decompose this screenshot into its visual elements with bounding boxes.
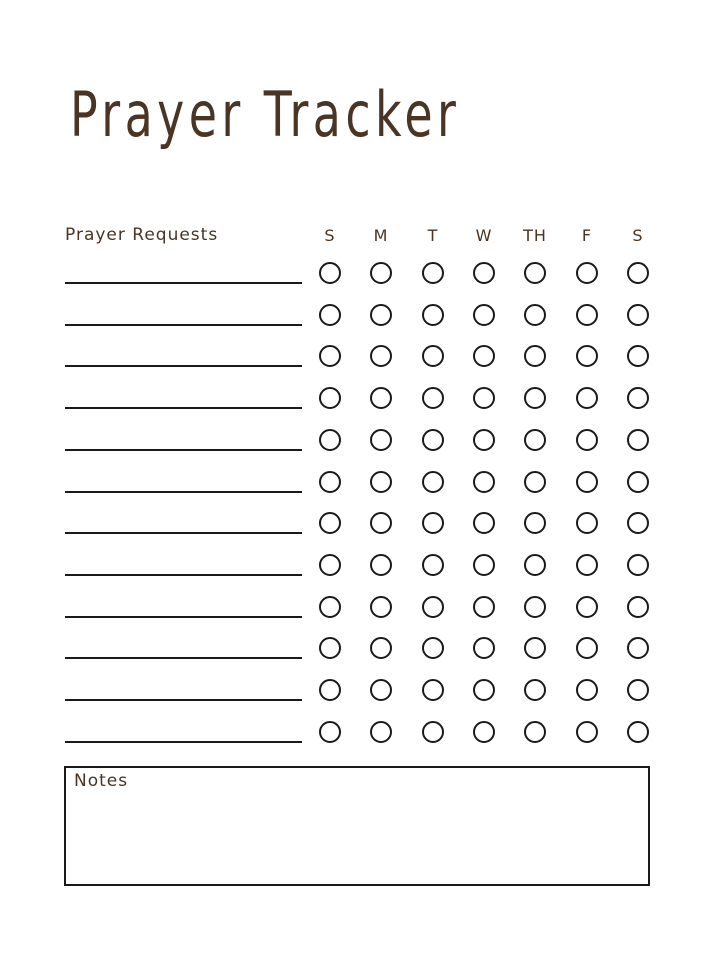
day-checkbox[interactable] xyxy=(524,345,546,367)
day-checkbox[interactable] xyxy=(422,262,444,284)
day-checkbox[interactable] xyxy=(370,679,392,701)
day-checkbox[interactable] xyxy=(422,596,444,618)
request-line[interactable] xyxy=(65,282,302,284)
day-checkbox[interactable] xyxy=(627,637,649,659)
day-checkbox[interactable] xyxy=(576,596,598,618)
request-line[interactable] xyxy=(65,574,302,576)
page-title: Prayer Tracker xyxy=(70,78,461,151)
day-checkbox[interactable] xyxy=(319,512,341,534)
request-line[interactable] xyxy=(65,491,302,493)
day-checkbox[interactable] xyxy=(524,679,546,701)
day-header-0: S xyxy=(324,226,336,245)
day-checkbox[interactable] xyxy=(627,596,649,618)
request-line[interactable] xyxy=(65,324,302,326)
notes-box[interactable] xyxy=(64,766,650,886)
day-checkbox[interactable] xyxy=(524,387,546,409)
day-checkbox[interactable] xyxy=(473,512,495,534)
day-header-1: M xyxy=(373,226,389,245)
day-checkbox[interactable] xyxy=(370,554,392,576)
day-checkbox[interactable] xyxy=(576,512,598,534)
day-checkbox[interactable] xyxy=(422,345,444,367)
day-checkbox[interactable] xyxy=(473,679,495,701)
day-header-5: F xyxy=(581,226,593,245)
day-checkbox[interactable] xyxy=(524,429,546,451)
day-checkbox[interactable] xyxy=(422,554,444,576)
day-checkbox[interactable] xyxy=(319,637,341,659)
day-header-4: TH xyxy=(523,226,547,245)
day-checkbox[interactable] xyxy=(319,721,341,743)
day-checkbox[interactable] xyxy=(524,304,546,326)
day-checkbox[interactable] xyxy=(422,679,444,701)
day-checkbox[interactable] xyxy=(319,262,341,284)
day-checkbox[interactable] xyxy=(422,721,444,743)
day-checkbox[interactable] xyxy=(319,554,341,576)
tracker-row xyxy=(0,421,720,461)
day-checkbox[interactable] xyxy=(473,637,495,659)
tracker-row xyxy=(0,671,720,711)
day-checkbox[interactable] xyxy=(473,471,495,493)
day-checkbox[interactable] xyxy=(473,387,495,409)
day-checkbox[interactable] xyxy=(422,512,444,534)
day-checkbox[interactable] xyxy=(370,262,392,284)
request-line[interactable] xyxy=(65,449,302,451)
day-checkbox[interactable] xyxy=(473,429,495,451)
tracker-row xyxy=(0,504,720,544)
tracker-row xyxy=(0,296,720,336)
day-checkbox[interactable] xyxy=(576,721,598,743)
day-checkbox[interactable] xyxy=(576,429,598,451)
request-line[interactable] xyxy=(65,365,302,367)
request-line[interactable] xyxy=(65,657,302,659)
day-checkbox[interactable] xyxy=(370,721,392,743)
day-checkbox[interactable] xyxy=(524,512,546,534)
day-checkbox[interactable] xyxy=(319,304,341,326)
day-checkbox[interactable] xyxy=(576,262,598,284)
day-checkbox[interactable] xyxy=(524,471,546,493)
day-checkbox[interactable] xyxy=(422,637,444,659)
day-checkbox[interactable] xyxy=(576,304,598,326)
tracker-row xyxy=(0,337,720,377)
day-header-2: T xyxy=(427,226,439,245)
request-line[interactable] xyxy=(65,407,302,409)
day-checkbox[interactable] xyxy=(422,471,444,493)
day-checkbox[interactable] xyxy=(576,345,598,367)
day-checkbox[interactable] xyxy=(627,345,649,367)
day-checkbox[interactable] xyxy=(627,512,649,534)
request-line[interactable] xyxy=(65,616,302,618)
day-checkbox[interactable] xyxy=(370,471,392,493)
day-checkbox[interactable] xyxy=(524,637,546,659)
day-checkbox[interactable] xyxy=(627,304,649,326)
day-checkbox[interactable] xyxy=(473,721,495,743)
request-line[interactable] xyxy=(65,741,302,743)
day-checkbox[interactable] xyxy=(319,429,341,451)
day-checkbox[interactable] xyxy=(319,471,341,493)
day-checkbox[interactable] xyxy=(473,304,495,326)
day-checkbox[interactable] xyxy=(370,596,392,618)
day-checkbox[interactable] xyxy=(627,679,649,701)
day-checkbox[interactable] xyxy=(422,429,444,451)
day-checkbox[interactable] xyxy=(627,429,649,451)
day-checkbox[interactable] xyxy=(627,721,649,743)
day-checkbox[interactable] xyxy=(319,679,341,701)
prayer-requests-header: Prayer Requests xyxy=(65,225,219,245)
day-checkbox[interactable] xyxy=(473,596,495,618)
day-checkbox[interactable] xyxy=(524,262,546,284)
day-checkbox[interactable] xyxy=(576,471,598,493)
request-line[interactable] xyxy=(65,532,302,534)
day-checkbox[interactable] xyxy=(370,345,392,367)
day-checkbox[interactable] xyxy=(627,262,649,284)
request-line[interactable] xyxy=(65,699,302,701)
day-checkbox[interactable] xyxy=(576,679,598,701)
day-checkbox[interactable] xyxy=(370,387,392,409)
day-checkbox[interactable] xyxy=(370,637,392,659)
day-checkbox[interactable] xyxy=(422,387,444,409)
day-checkbox[interactable] xyxy=(370,512,392,534)
notes-label: Notes xyxy=(74,771,129,791)
tracker-row xyxy=(0,254,720,294)
tracker-row xyxy=(0,379,720,419)
day-checkbox[interactable] xyxy=(627,554,649,576)
day-checkbox[interactable] xyxy=(370,429,392,451)
tracker-row xyxy=(0,546,720,586)
day-header-6: S xyxy=(632,226,644,245)
tracker-row xyxy=(0,713,720,753)
day-checkbox[interactable] xyxy=(473,345,495,367)
day-checkbox[interactable] xyxy=(319,387,341,409)
day-checkbox[interactable] xyxy=(473,554,495,576)
day-checkbox[interactable] xyxy=(422,304,444,326)
tracker-row xyxy=(0,629,720,669)
day-checkbox[interactable] xyxy=(576,637,598,659)
day-checkbox[interactable] xyxy=(370,304,392,326)
day-checkbox[interactable] xyxy=(319,596,341,618)
tracker-row xyxy=(0,463,720,503)
day-checkbox[interactable] xyxy=(627,471,649,493)
day-checkbox[interactable] xyxy=(473,262,495,284)
day-checkbox[interactable] xyxy=(319,345,341,367)
day-checkbox[interactable] xyxy=(576,554,598,576)
day-checkbox[interactable] xyxy=(524,554,546,576)
day-checkbox[interactable] xyxy=(524,721,546,743)
day-checkbox[interactable] xyxy=(524,596,546,618)
day-header-3: W xyxy=(475,226,493,245)
day-checkbox[interactable] xyxy=(576,387,598,409)
day-checkbox[interactable] xyxy=(627,387,649,409)
tracker-row xyxy=(0,588,720,628)
